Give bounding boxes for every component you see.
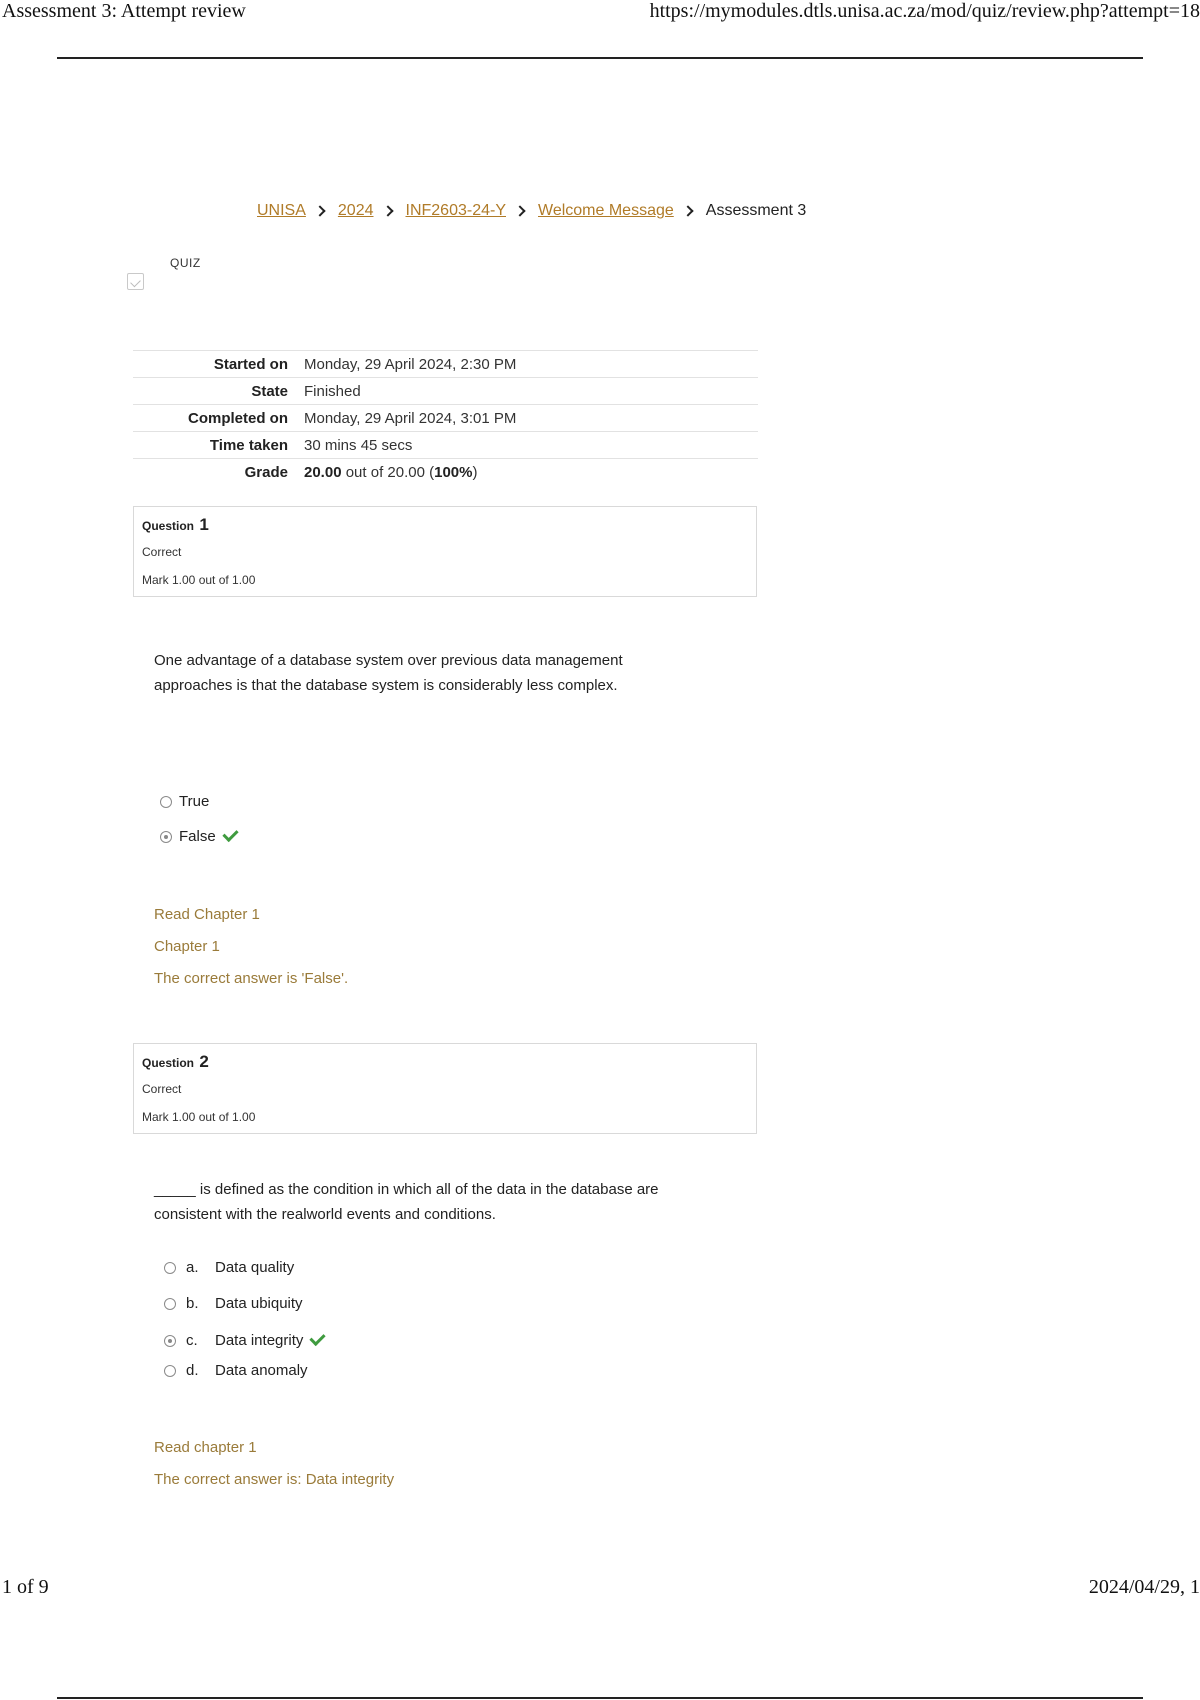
option-label: True xyxy=(179,793,210,810)
summary-row xyxy=(133,351,758,378)
chevron-right-icon xyxy=(382,205,393,216)
chevron-right-icon xyxy=(514,205,525,216)
correct-answer-text: The correct answer is: Data integrity xyxy=(154,1471,395,1488)
chevron-right-icon xyxy=(682,205,693,216)
question-mark: Mark 1.00 out of 1.00 xyxy=(142,573,256,587)
summary-row xyxy=(133,405,758,432)
option-letter: a. xyxy=(186,1259,199,1276)
breadcrumb-link-course[interactable]: INF2603-24-Y xyxy=(405,202,506,219)
question-state: Correct xyxy=(142,1082,182,1096)
option-letter: b. xyxy=(186,1295,199,1312)
option-label: Data ubiquity xyxy=(215,1295,303,1312)
radio-button[interactable] xyxy=(164,1262,176,1274)
breadcrumb-link-unisa[interactable]: UNISA xyxy=(257,202,306,219)
option-label: Data quality xyxy=(215,1259,295,1276)
general-feedback: Read Chapter 1 xyxy=(154,906,260,923)
activity-type-label: QUIZ xyxy=(170,256,201,270)
grade-percent: 100% xyxy=(434,463,473,481)
breadcrumb-current: Assessment 3 xyxy=(705,202,807,219)
summary-label: Completed on xyxy=(133,405,304,432)
answer-option[interactable] xyxy=(164,1362,308,1379)
answer-option[interactable] xyxy=(160,828,235,845)
quiz-icon xyxy=(127,273,144,290)
question-number-value: 2 xyxy=(199,1052,209,1071)
question-info-box xyxy=(133,506,757,597)
question-mark: Mark 1.00 out of 1.00 xyxy=(142,1110,256,1124)
radio-button-selected[interactable] xyxy=(160,831,172,843)
question-number-value: 1 xyxy=(199,515,209,534)
question-text: _____ is defined as the condition in which all of the data in the database are consistent with the realworld events and conditions. xyxy=(154,1181,659,1223)
summary-value: Finished xyxy=(304,378,758,405)
question-info-box xyxy=(133,1043,757,1134)
summary-label: State xyxy=(133,378,304,405)
answer-option[interactable] xyxy=(164,1259,294,1276)
grade-out-of: out of 20.00 ( xyxy=(341,463,435,481)
radio-button[interactable] xyxy=(164,1365,176,1377)
question-label: Question xyxy=(142,1056,195,1070)
checkmark-icon xyxy=(310,1330,326,1346)
radio-button[interactable] xyxy=(164,1298,176,1310)
grade-close: ) xyxy=(472,463,478,481)
answer-option[interactable] xyxy=(164,1295,303,1312)
radio-button-selected[interactable] xyxy=(164,1335,176,1347)
summary-label: Time taken xyxy=(133,432,304,459)
question-number xyxy=(142,515,209,535)
summary-row xyxy=(133,378,758,405)
chevron-right-icon xyxy=(314,205,325,216)
attempt-summary-table xyxy=(133,350,758,485)
summary-row-grade xyxy=(133,459,758,486)
summary-value: Monday, 29 April 2024, 3:01 PM xyxy=(304,405,758,432)
print-page-url: https://mymodules.dtls.unisa.ac.za/mod/quiz/review.php?attempt=18 xyxy=(649,0,1200,22)
print-page-title: Assessment 3: Attempt review xyxy=(2,0,246,22)
question-state: Correct xyxy=(142,545,182,559)
breadcrumb xyxy=(257,202,806,220)
radio-button[interactable] xyxy=(160,796,172,808)
question-text: One advantage of a database system over previous data management approaches is that the database system is considerably less complex. xyxy=(154,652,623,694)
option-letter: c. xyxy=(186,1332,198,1349)
specific-feedback: Chapter 1 xyxy=(154,938,220,955)
question-number xyxy=(142,1052,209,1072)
grade-value xyxy=(304,459,758,486)
summary-value: 30 mins 45 secs xyxy=(304,432,758,459)
general-feedback: Read chapter 1 xyxy=(154,1439,257,1456)
summary-row xyxy=(133,432,758,459)
summary-value: Monday, 29 April 2024, 2:30 PM xyxy=(304,351,758,378)
page-number: 1 of 9 xyxy=(2,1576,49,1598)
option-letter: d. xyxy=(186,1362,199,1379)
answer-option[interactable] xyxy=(160,793,209,810)
summary-label: Grade xyxy=(133,459,304,486)
print-date: 2024/04/29, 1 xyxy=(1088,1576,1200,1598)
grade-score: 20.00 xyxy=(304,463,342,481)
checkmark-icon xyxy=(222,826,238,842)
question-label: Question xyxy=(142,519,195,533)
option-label: False xyxy=(179,828,216,845)
header-divider xyxy=(57,57,1143,59)
correct-answer-text: The correct answer is 'False'. xyxy=(154,970,349,987)
breadcrumb-link-year[interactable]: 2024 xyxy=(337,202,374,219)
footer-divider xyxy=(57,1697,1143,1699)
breadcrumb-link-welcome[interactable]: Welcome Message xyxy=(538,202,674,219)
summary-label: Started on xyxy=(133,351,304,378)
option-label: Data anomaly xyxy=(215,1362,308,1379)
answer-option[interactable] xyxy=(164,1332,322,1349)
option-label: Data integrity xyxy=(215,1332,304,1349)
